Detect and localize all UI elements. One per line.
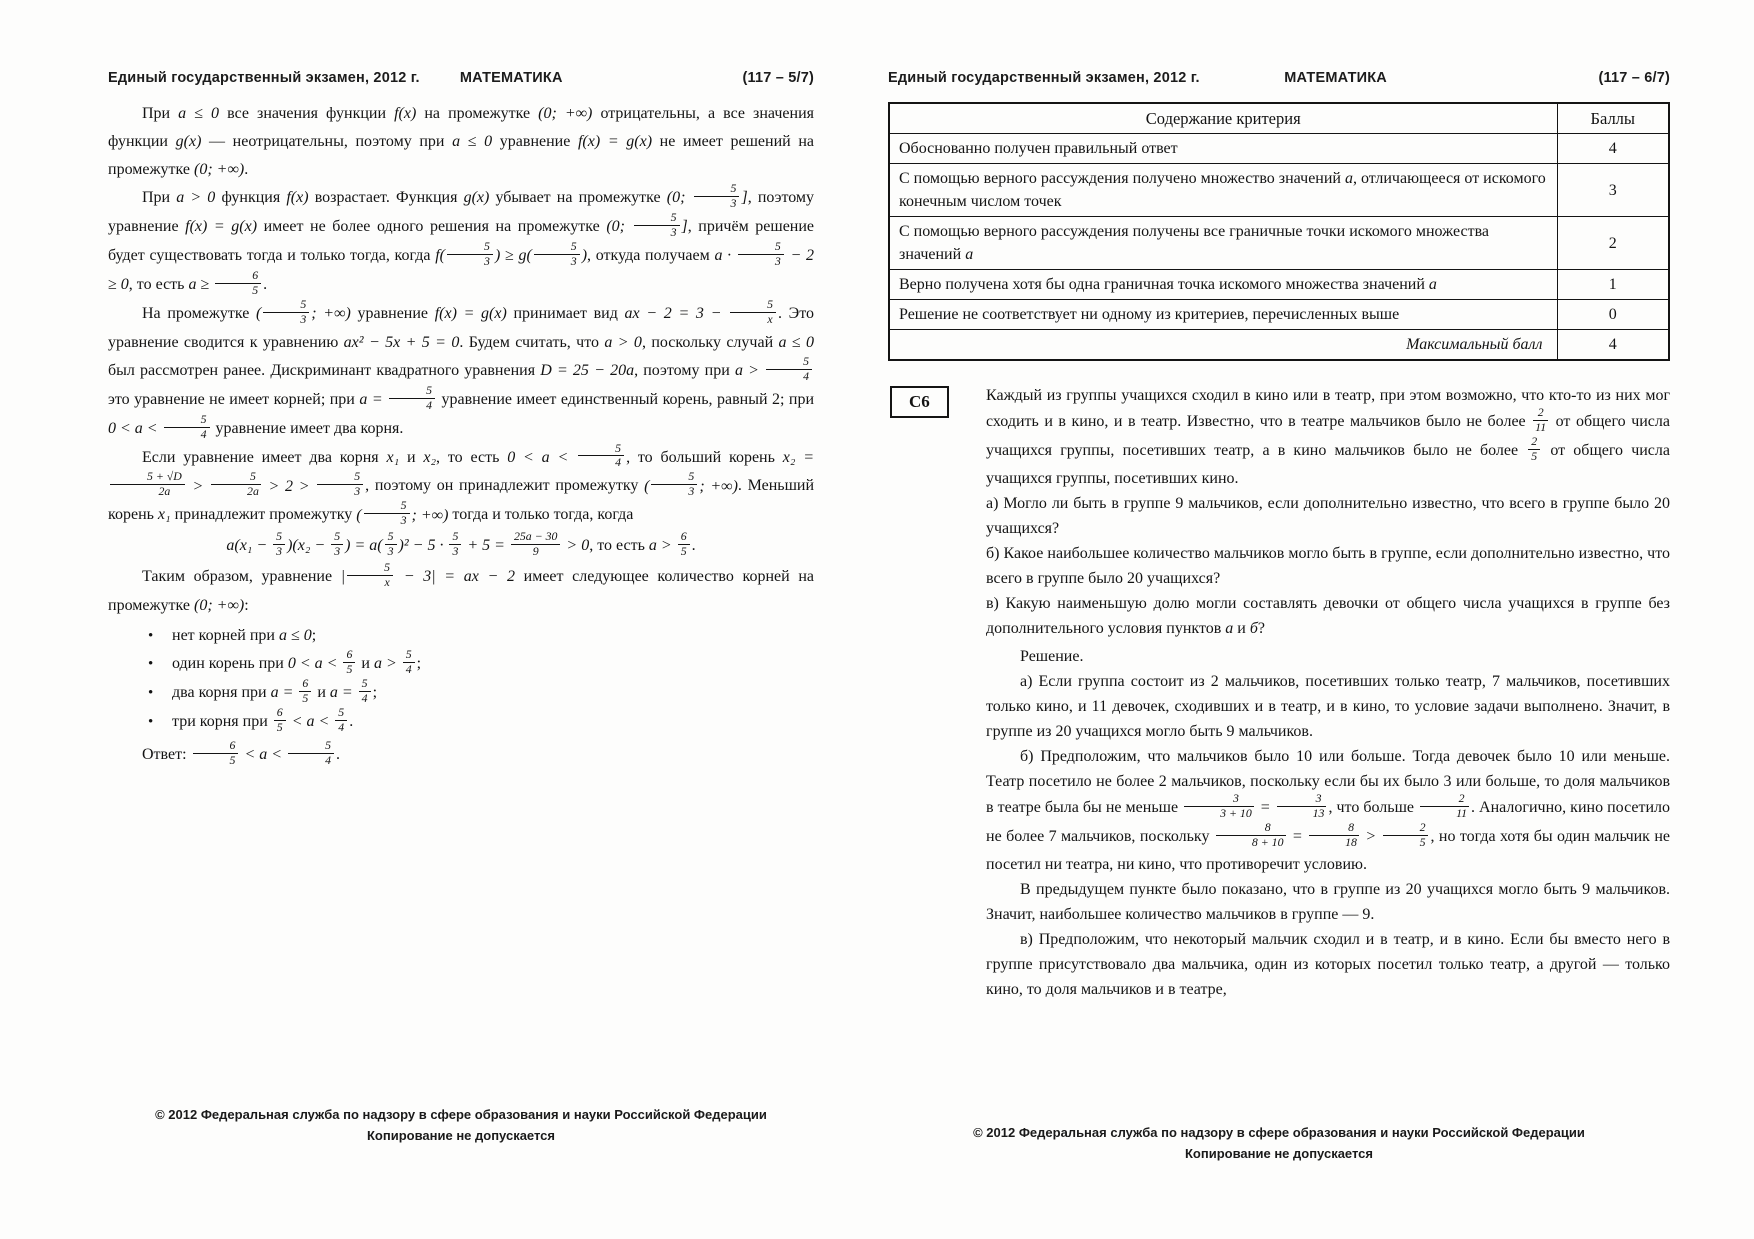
solution-part-c: в) Предположим, что некоторый мальчик сходил и в театр, и в кино. Если бы вместо него в группе присутствовало два мальчика, один из которых посетил только театр, а другой — только кино, то доля мальчиков и в театре, (986, 930, 1670, 998)
criteria-header-content: Содержание критерия (889, 103, 1557, 134)
page-header-right (888, 0, 1670, 86)
answer-line: Ответ: $\frac{6}{5}$ < a < $\frac{5}{4}$ . (142, 738, 340, 767)
solution-part-a: а) Если группа состоит из 2 мальчиков, посетивших только театр, 7 мальчиков, посетивших только кино, и 11 девочек, сходивших и в театр, и в кино, то условие задачи выполнено. Значит, в группе из 20 учащихся могло быть 9 мальчиков. (986, 672, 1670, 740)
max-score-label: Максимальный балл (889, 330, 1557, 361)
criterion-text: С помощью верного рассуждения получено множество значений a, отличающееся от искомого конечным числом точек (889, 164, 1557, 217)
copyright-line: © 2012 Федеральная служба по надзору в сфере образования и науки Российской Федерации (155, 1107, 767, 1122)
criterion-text: Решение не соответствует ни одному из критериев, перечисленных выше (889, 300, 1557, 330)
question-b: б) Какое наибольшее количество мальчиков могло быть в группе, если дополнительно известно, что всего в группе было 20 учащихся? (986, 544, 1670, 587)
copyright-line: © 2012 Федеральная служба по надзору в сфере образования и науки Российской Федерации (973, 1125, 1585, 1140)
subject-title: МАТЕМАТИКА (1284, 70, 1387, 86)
question-a: а) Могло ли быть в группе 9 мальчиков, если дополнительно известно, что всего в группе было 20 учащихся? (986, 494, 1670, 537)
paragraph-case-a-positive: При a > 0 функция f(x) возрастает. Функция g(x) убывает на промежутке (0; $\frac{5}{3}$ ], поэтому уравнение f(x) = g(x) имеет не более одного решения на промежутке (0; $\frac{5}{3}$ ], причём решение будет существовать тогда и только тогда, когда f( $\frac{5}{3}$ ) ≥ g( $\frac{5}{3}$ ), откуда получаем a · $\frac{5}{3}$ − 2 ≥ 0, то есть a ≥ $\frac{6}{5}$ . (108, 181, 815, 297)
criterion-text: Обоснованно получен правильный ответ (889, 134, 1557, 164)
question-c: в) Какую наименьшую долю могли составлять девочки от общего числа учащихся в группе без дополнительного условия пунктов а и б? (986, 594, 1670, 637)
criteria-header-score: Баллы (1557, 103, 1669, 134)
page-left (108, 0, 814, 1239)
list-item-one-root: • один корень при 0 < a < $\frac{6}{5}$ и a > $\frac{5}{4}$ ; (108, 650, 814, 679)
page-footer-left (108, 1104, 814, 1146)
criterion-score: 2 (1557, 217, 1669, 270)
paragraph-summary: Таким образом, уравнение | $\frac{5}{x}$ − 3| = ax − 2 имеет следующее количество корней на промежутке (0; +∞): (108, 560, 814, 615)
solution-part-b: б) Предположим, что мальчиков было 10 или больше. Тогда девочек было 10 или меньше. Театр посетило не более 2 мальчиков, поскольку если бы их было 3 или больше, то доля мальчиков в театре была бы не меньше $\frac{3}{3 + 10}$ = $\frac{3}{13}$ , что больше $\frac{2}{11}$ . Аналогично, кино посетило не более 7 мальчиков, поскольку $\frac{8}{8 + 10}$ = $\frac{8}{18}$ > $\frac{2}{5}$ , но тогда хотя бы один мальчик не посетил ни театра, ни кино, что противоречит условию. (986, 747, 1671, 873)
criteria-row (889, 217, 1669, 270)
max-score-value: 4 (1557, 330, 1669, 361)
criteria-row (889, 300, 1669, 330)
criteria-row (889, 270, 1669, 300)
page-footer-right (888, 1122, 1670, 1164)
criteria-table (888, 102, 1670, 361)
criterion-score: 4 (1557, 134, 1669, 164)
exam-title: Единый государственный экзамен, 2012 г. (108, 70, 420, 86)
problem-statement: Каждый из группы учащихся сходил в кино или в театр, при этом возможно, что кто-то из них мог сходить и в кино, и в театр. Известно, что в театре мальчиков было не более $\frac{2}{11}$ от общего числа учащихся группы, посетивших театр, а в кино мальчиков было не более $\frac{2}{5}$ от общего числа учащихся группы, посетивших кино. (986, 387, 1670, 487)
subject-title: МАТЕМАТИКА (459, 70, 563, 86)
criterion-text: Верно получена хотя бы одна граничная точка искомого множества значений a (889, 270, 1557, 300)
list-item-no-roots: • нет корней при a ≤ 0; (108, 622, 814, 650)
criteria-row (889, 164, 1669, 217)
page-code: (117 – 5/7) (742, 70, 814, 86)
paragraph-two-roots: Если уравнение имеет два корня x₁ и x₂, то есть 0 < a < $\frac{5}{4}$ , то больший корень x₂ = $\frac{5 + √D}{2a}$ > $\frac{5}{2a}$ > 2 > $\frac{5}{3}$ , поэтому он принадлежит промежутку ( $\frac{5}{3}$ ; +∞). Меньший корень x₁ принадлежит промежутку ( $\frac{5}{3}$ ; +∞) тогда и только тогда, когда (108, 440, 815, 528)
max-score-row (889, 330, 1669, 361)
list-item-two-roots: • два корня при a = $\frac{6}{5}$ и a = $\frac{5}{4}$ ; (108, 679, 814, 708)
page-right (888, 0, 1670, 1239)
display-formula: a(x₁ − $\frac{5}{3}$ )(x₂ − $\frac{5}{3}$ ) = a( $\frac{5}{3}$ )² − 5 · $\frac{5}{3}$ + 5 = $\frac{25a - 30}{9}$ > 0, то есть a > $\frac{6}{5}$ . (226, 529, 696, 559)
page-header-left (108, 0, 814, 86)
root-count-list (108, 622, 814, 737)
criterion-score: 3 (1557, 164, 1669, 217)
paragraph-quadratic: На промежутке ( $\frac{5}{3}$ ; +∞) уравнение f(x) = g(x) принимает вид ax − 2 = 3 − $\frac{5}{x}$ . Это уравнение сводится к уравнению ax² − 5x + 5 = 0. Будем считать, что a > 0, поскольку случай a ≤ 0 был рассмотрен ранее. Дискриминант квадратного уравнения D = 25 − 20a, поэтому при a > $\frac{5}{4}$ это уравнение не имеет корней; при a = $\frac{5}{4}$ уравнение имеет единственный корень, равный 2; при 0 < a < $\frac{5}{4}$ уравнение имеет два корня. (108, 296, 815, 441)
no-copy-line: Копирование не допускается (1184, 1146, 1374, 1161)
solution-text-left (108, 100, 814, 770)
problem-c6 (888, 383, 1670, 1002)
criterion-score: 1 (1557, 270, 1669, 300)
criteria-row (889, 134, 1669, 164)
no-copy-line: Копирование не допускается (366, 1128, 556, 1143)
criterion-score: 0 (1557, 300, 1669, 330)
solution-heading: Решение. (1020, 647, 1084, 665)
paragraph-case-a-nonpositive: При a ≤ 0 все значения функции f(x) на промежутке (0; +∞) отрицательны, а все значения функции g(x) — неотрицательны, поэтому при a ≤ 0 уравнение f(x) = g(x) не имеет решений на промежутке (0; +∞). (108, 105, 815, 178)
problem-number-badge: С6 (890, 386, 949, 418)
criterion-text: С помощью верного рассуждения получены все граничные точки искомого множества значений a (889, 217, 1557, 270)
page-code: (117 – 6/7) (1598, 70, 1670, 86)
list-item-three-roots: • три корня при $\frac{6}{5}$ < a < $\frac{5}{4}$ . (108, 708, 814, 737)
solution-part-b-conclusion: В предыдущем пункте было показано, что в группе из 20 учащихся могло быть 9 мальчиков. Значит, наибольшее количество мальчиков в группе — 9. (986, 880, 1670, 923)
exam-title: Единый государственный экзамен, 2012 г. (888, 70, 1200, 86)
criteria-header-row (889, 103, 1669, 134)
